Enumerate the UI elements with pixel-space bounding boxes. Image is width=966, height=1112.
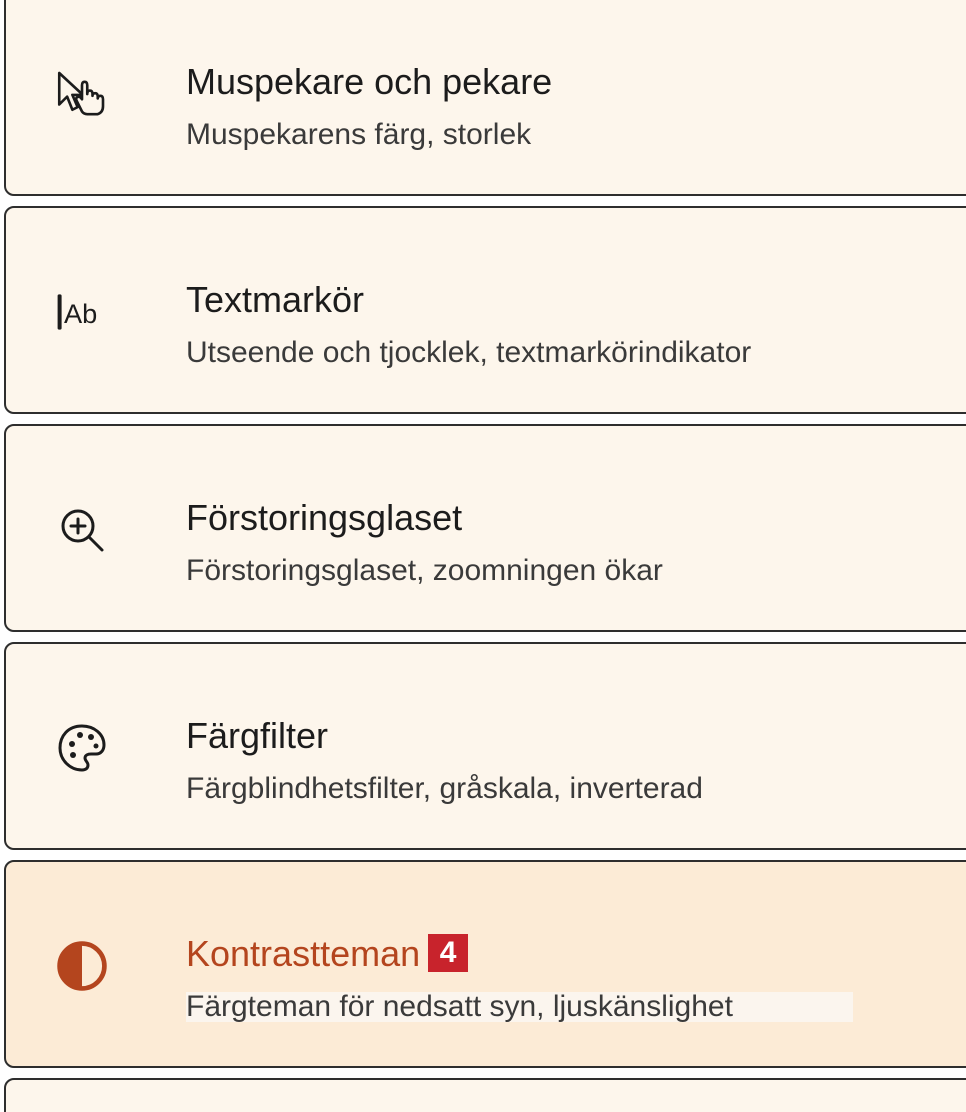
setting-title: Textmarkör	[186, 279, 365, 320]
setting-item-color-filter[interactable]	[4, 642, 966, 850]
setting-item-partial[interactable]	[4, 1078, 966, 1112]
text-cursor-icon	[56, 284, 112, 340]
setting-title-text: Kontrastteman	[186, 933, 421, 974]
setting-title: Färgfilter	[186, 715, 329, 756]
magnifier-icon	[54, 502, 110, 558]
mouse-pointer-icon	[54, 66, 110, 122]
setting-title: Muspekare och pekare	[186, 61, 553, 102]
contrast-icon	[54, 938, 110, 994]
setting-item-magnifier[interactable]	[4, 424, 966, 632]
setting-subtitle: Utseende och tjocklek, textmarkörindikator	[186, 336, 752, 369]
setting-subtitle: Färgteman för nedsatt syn, ljuskänslighet	[186, 992, 853, 1022]
setting-item-text-cursor[interactable]	[4, 206, 966, 414]
setting-subtitle: Muspekarens färg, storlek	[186, 118, 532, 151]
text-cursor-icon-label: Ab	[64, 298, 98, 330]
setting-title: Förstoringsglaset	[186, 497, 463, 538]
setting-subtitle: Färgblindhetsfilter, gråskala, inverterad	[186, 772, 703, 805]
palette-icon	[54, 720, 110, 776]
setting-subtitle: Förstoringsglaset, zoomningen ökar	[186, 554, 663, 587]
setting-title	[186, 933, 468, 974]
setting-item-contrast-themes[interactable]	[4, 860, 966, 1068]
settings-list	[4, 0, 966, 1112]
step-badge: 4	[428, 934, 468, 972]
setting-item-mouse-pointer[interactable]	[4, 0, 966, 196]
